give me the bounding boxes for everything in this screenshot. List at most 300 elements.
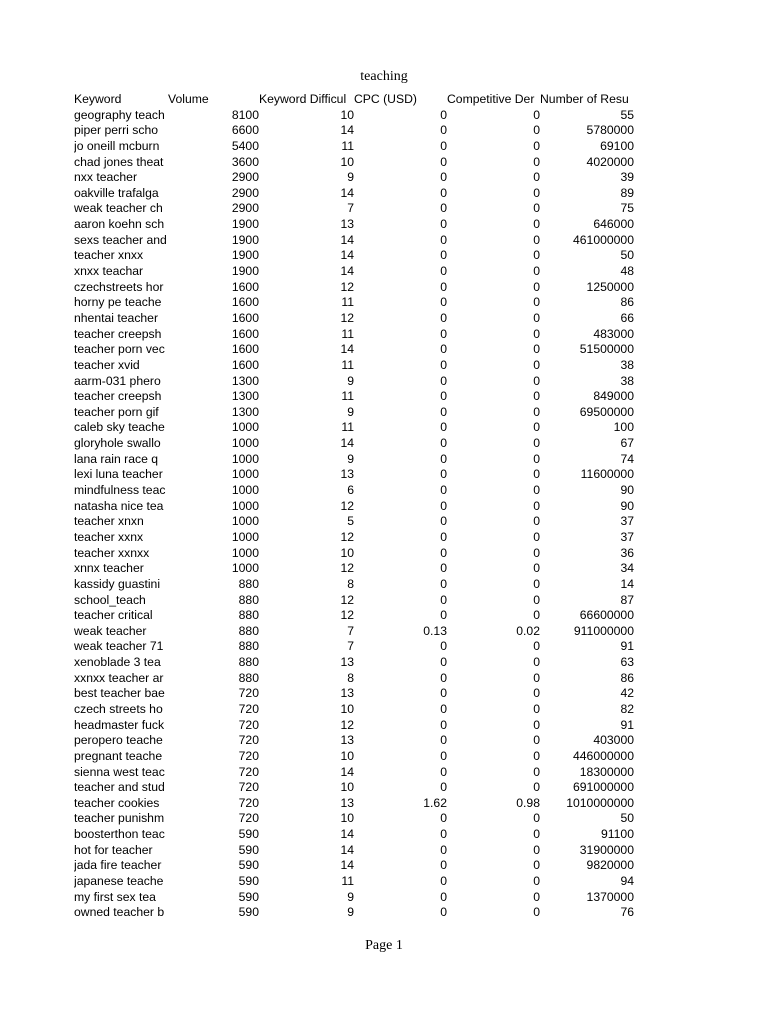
cell-number-of-results: 1010000000 bbox=[566, 795, 634, 810]
table-row bbox=[74, 170, 634, 186]
cell-keyword-difficulty: 13 bbox=[340, 217, 354, 232]
cell-competitive-density: 0 bbox=[533, 373, 540, 388]
cell-keyword: teacher cookies bbox=[74, 795, 160, 810]
cell-competitive-density: 0 bbox=[533, 529, 540, 544]
cell-number-of-results: 86 bbox=[620, 670, 634, 685]
cell-competitive-density: 0 bbox=[533, 389, 540, 404]
cell-cpc: 0 bbox=[440, 295, 447, 310]
table-row bbox=[74, 499, 634, 515]
cell-number-of-results: 69100 bbox=[600, 138, 634, 153]
cell-competitive-density: 0 bbox=[533, 639, 540, 654]
table-row bbox=[74, 874, 634, 890]
cell-competitive-density: 0 bbox=[533, 561, 540, 576]
table-row bbox=[74, 671, 634, 687]
table-row bbox=[74, 311, 634, 327]
table-row bbox=[74, 733, 634, 749]
cell-keyword-difficulty: 8 bbox=[347, 670, 354, 685]
table-row bbox=[74, 436, 634, 452]
cell-keyword-difficulty: 13 bbox=[340, 733, 354, 748]
cell-keyword: aaron koehn sch bbox=[74, 217, 165, 232]
cell-keyword: xnxx teachar bbox=[74, 264, 144, 279]
table-row bbox=[74, 186, 634, 202]
cell-cpc: 0 bbox=[440, 655, 447, 670]
cell-competitive-density: 0 bbox=[533, 342, 540, 357]
cell-keyword: school_teach bbox=[74, 592, 146, 607]
cell-keyword: natasha nice tea bbox=[74, 498, 164, 513]
page-title: teaching bbox=[360, 69, 408, 84]
table-row bbox=[74, 358, 634, 374]
table-row bbox=[74, 827, 634, 843]
cell-keyword-difficulty: 12 bbox=[340, 592, 354, 607]
cell-volume: 880 bbox=[238, 576, 259, 591]
cell-volume: 1000 bbox=[231, 451, 259, 466]
cell-number-of-results: 55 bbox=[620, 107, 634, 122]
cell-cpc: 0 bbox=[440, 467, 447, 482]
cell-keyword: teacher xnxn bbox=[74, 514, 144, 529]
cell-keyword: xnnx teacher bbox=[74, 561, 144, 576]
cell-cpc: 0 bbox=[440, 733, 447, 748]
cell-cpc: 0 bbox=[440, 342, 447, 357]
cell-cpc: 0 bbox=[440, 483, 447, 498]
cell-number-of-results: 90 bbox=[620, 483, 634, 498]
table-row bbox=[74, 420, 634, 436]
cell-keyword: teacher xxnxx bbox=[74, 545, 150, 560]
cell-cpc: 0 bbox=[440, 185, 447, 200]
cell-competitive-density: 0 bbox=[533, 201, 540, 216]
cell-keyword: pregnant teache bbox=[74, 748, 163, 763]
cell-keyword-difficulty: 14 bbox=[340, 842, 354, 857]
cell-volume: 720 bbox=[238, 733, 259, 748]
cell-volume: 590 bbox=[238, 842, 259, 857]
cell-competitive-density: 0 bbox=[533, 701, 540, 716]
cell-keyword: czech streets ho bbox=[74, 701, 163, 716]
cell-volume: 1000 bbox=[231, 483, 259, 498]
cell-number-of-results: 4020000 bbox=[586, 154, 634, 169]
cell-competitive-density: 0 bbox=[533, 264, 540, 279]
cell-keyword-difficulty: 12 bbox=[340, 310, 354, 325]
cell-cpc: 0 bbox=[440, 842, 447, 857]
cell-volume: 720 bbox=[238, 811, 259, 826]
table-row bbox=[74, 374, 634, 390]
cell-keyword-difficulty: 6 bbox=[347, 483, 354, 498]
cell-number-of-results: 646000 bbox=[593, 217, 634, 232]
cell-keyword-difficulty: 12 bbox=[340, 498, 354, 513]
cell-volume: 1600 bbox=[231, 279, 259, 294]
cell-volume: 590 bbox=[238, 874, 259, 889]
cell-cpc: 0 bbox=[440, 498, 447, 513]
cell-competitive-density: 0 bbox=[533, 733, 540, 748]
table-row bbox=[74, 264, 634, 280]
cell-volume: 720 bbox=[238, 686, 259, 701]
cell-keyword-difficulty: 14 bbox=[340, 436, 354, 451]
cell-competitive-density: 0 bbox=[533, 420, 540, 435]
cell-volume: 1000 bbox=[231, 467, 259, 482]
cell-cpc: 0 bbox=[440, 451, 447, 466]
table-row bbox=[74, 702, 634, 718]
cell-cpc: 0 bbox=[440, 592, 447, 607]
table-row bbox=[74, 327, 634, 343]
cell-number-of-results: 34 bbox=[620, 561, 634, 576]
cell-volume: 880 bbox=[238, 670, 259, 685]
table-row bbox=[74, 108, 634, 124]
cell-keyword-difficulty: 11 bbox=[341, 326, 354, 341]
cell-cpc: 0 bbox=[440, 264, 447, 279]
cell-keyword: sexs teacher and bbox=[74, 232, 167, 247]
cell-number-of-results: 66 bbox=[620, 310, 634, 325]
cell-keyword: weak teacher ch bbox=[74, 201, 163, 216]
cell-cpc: 0 bbox=[440, 232, 447, 247]
cell-competitive-density: 0 bbox=[533, 107, 540, 122]
cell-cpc: 0 bbox=[440, 670, 447, 685]
cell-keyword-difficulty: 9 bbox=[347, 170, 354, 185]
cell-volume: 720 bbox=[238, 717, 259, 732]
cell-volume: 720 bbox=[238, 701, 259, 716]
cell-cpc: 0 bbox=[440, 905, 447, 920]
cell-cpc: 0 bbox=[440, 170, 447, 185]
cell-volume: 590 bbox=[238, 827, 259, 842]
cell-competitive-density: 0 bbox=[533, 780, 540, 795]
cell-keyword-difficulty: 10 bbox=[340, 545, 354, 560]
cell-volume: 720 bbox=[238, 795, 259, 810]
table-row bbox=[74, 342, 634, 358]
cell-competitive-density: 0 bbox=[533, 279, 540, 294]
cell-volume: 1300 bbox=[231, 389, 259, 404]
cell-volume: 1900 bbox=[231, 217, 259, 232]
cell-cpc: 0 bbox=[440, 576, 447, 591]
cell-number-of-results: 91100 bbox=[601, 827, 634, 842]
cell-keyword-difficulty: 9 bbox=[347, 373, 354, 388]
table-row bbox=[74, 593, 634, 609]
cell-number-of-results: 31900000 bbox=[579, 842, 634, 857]
table-row bbox=[74, 295, 634, 311]
table-row bbox=[74, 608, 634, 624]
cell-keyword-difficulty: 9 bbox=[347, 451, 354, 466]
cell-number-of-results: 100 bbox=[613, 420, 634, 435]
cell-volume: 1000 bbox=[231, 420, 259, 435]
cell-number-of-results: 446000000 bbox=[572, 748, 634, 763]
cell-number-of-results: 66600000 bbox=[579, 608, 634, 623]
cell-keyword-difficulty: 10 bbox=[340, 780, 354, 795]
cell-number-of-results: 37 bbox=[620, 514, 634, 529]
cell-competitive-density: 0 bbox=[533, 842, 540, 857]
cell-keyword: teacher xvid bbox=[74, 357, 140, 372]
cell-competitive-density: 0 bbox=[533, 123, 540, 138]
cell-keyword: teacher porn vec bbox=[74, 342, 165, 357]
cell-cpc: 0 bbox=[440, 357, 447, 372]
cell-number-of-results: 89 bbox=[620, 185, 634, 200]
cell-competitive-density: 0.02 bbox=[516, 623, 540, 638]
cell-cpc: 0 bbox=[440, 217, 447, 232]
column-header-keyword: Keyword bbox=[74, 92, 122, 106]
cell-cpc: 0 bbox=[440, 858, 447, 873]
cell-volume: 1300 bbox=[231, 373, 259, 388]
table-row bbox=[74, 796, 634, 812]
cell-keyword-difficulty: 14 bbox=[340, 232, 354, 247]
cell-keyword-difficulty: 11 bbox=[341, 420, 354, 435]
cell-number-of-results: 75 bbox=[620, 201, 634, 216]
cell-keyword: nxx teacher bbox=[74, 170, 138, 185]
cell-cpc: 0 bbox=[440, 717, 447, 732]
table-row bbox=[74, 123, 634, 139]
cell-keyword-difficulty: 14 bbox=[340, 248, 354, 263]
table-row bbox=[74, 217, 634, 233]
cell-keyword: boosterthon teac bbox=[74, 827, 165, 842]
table-row bbox=[74, 718, 634, 734]
cell-keyword: oakville trafalga bbox=[74, 185, 159, 200]
cell-volume: 5400 bbox=[231, 138, 259, 153]
cell-number-of-results: 74 bbox=[620, 451, 634, 466]
cell-volume: 880 bbox=[238, 639, 259, 654]
cell-keyword-difficulty: 14 bbox=[340, 185, 354, 200]
cell-number-of-results: 1370000 bbox=[586, 889, 634, 904]
cell-keyword-difficulty: 10 bbox=[340, 701, 354, 716]
cell-keyword-difficulty: 10 bbox=[340, 811, 354, 826]
cell-volume: 880 bbox=[238, 592, 259, 607]
cell-number-of-results: 403000 bbox=[593, 733, 634, 748]
cell-keyword: sienna west teac bbox=[74, 764, 165, 779]
cell-keyword-difficulty: 5 bbox=[347, 514, 354, 529]
cell-volume: 1900 bbox=[231, 264, 259, 279]
cell-keyword: gloryhole swallo bbox=[74, 436, 161, 451]
cell-keyword-difficulty: 12 bbox=[340, 529, 354, 544]
cell-competitive-density: 0 bbox=[533, 483, 540, 498]
cell-cpc: 0 bbox=[440, 748, 447, 763]
cell-keyword: xxnxx teacher ar bbox=[74, 670, 164, 685]
cell-number-of-results: 691000000 bbox=[572, 780, 634, 795]
cell-competitive-density: 0 bbox=[533, 498, 540, 513]
cell-competitive-density: 0 bbox=[533, 310, 540, 325]
cell-keyword-difficulty: 13 bbox=[340, 467, 354, 482]
cell-volume: 1000 bbox=[231, 529, 259, 544]
cell-competitive-density: 0 bbox=[533, 232, 540, 247]
cell-volume: 1000 bbox=[231, 561, 259, 576]
cell-keyword: czechstreets hor bbox=[74, 279, 164, 294]
cell-keyword: geography teach bbox=[74, 107, 165, 122]
cell-volume: 1600 bbox=[231, 310, 259, 325]
cell-volume: 1300 bbox=[231, 404, 259, 419]
cell-competitive-density: 0 bbox=[533, 545, 540, 560]
table-row bbox=[74, 280, 634, 296]
cell-number-of-results: 91 bbox=[620, 717, 634, 732]
cell-keyword: nhentai teacher bbox=[74, 310, 159, 325]
table-row bbox=[74, 546, 634, 562]
cell-keyword: teacher xnxx bbox=[74, 248, 144, 263]
table-row bbox=[74, 843, 634, 859]
cell-number-of-results: 86 bbox=[620, 295, 634, 310]
cell-keyword: jada fire teacher bbox=[74, 858, 162, 873]
cell-keyword-difficulty: 10 bbox=[340, 107, 354, 122]
cell-cpc: 0 bbox=[440, 123, 447, 138]
cell-cpc: 0 bbox=[440, 107, 447, 122]
table-row bbox=[74, 905, 634, 921]
table-row bbox=[74, 248, 634, 264]
cell-competitive-density: 0 bbox=[533, 436, 540, 451]
cell-number-of-results: 38 bbox=[620, 373, 634, 388]
cell-number-of-results: 82 bbox=[620, 701, 634, 716]
cell-cpc: 0 bbox=[440, 154, 447, 169]
cell-keyword: best teacher bae bbox=[74, 686, 165, 701]
cell-keyword: japanese teache bbox=[74, 874, 164, 889]
cell-competitive-density: 0 bbox=[533, 889, 540, 904]
cell-cpc: 0 bbox=[440, 608, 447, 623]
cell-number-of-results: 36 bbox=[620, 545, 634, 560]
table-row bbox=[74, 765, 634, 781]
table-row bbox=[74, 452, 634, 468]
cell-keyword: headmaster fuck bbox=[74, 717, 165, 732]
cell-keyword-difficulty: 13 bbox=[340, 686, 354, 701]
cell-number-of-results: 48 bbox=[620, 264, 634, 279]
column-header-keyword-difficulty: Keyword Difficul bbox=[259, 92, 347, 106]
cell-number-of-results: 51500000 bbox=[579, 342, 634, 357]
cell-keyword: owned teacher b bbox=[74, 905, 165, 920]
cell-keyword-difficulty: 14 bbox=[340, 264, 354, 279]
cell-competitive-density: 0 bbox=[533, 451, 540, 466]
cell-keyword: teacher and stud bbox=[74, 780, 165, 795]
cell-number-of-results: 14 bbox=[620, 576, 634, 591]
cell-cpc: 0 bbox=[440, 279, 447, 294]
cell-competitive-density: 0 bbox=[533, 874, 540, 889]
table-row bbox=[74, 780, 634, 796]
cell-competitive-density: 0 bbox=[533, 905, 540, 920]
keyword-table bbox=[74, 92, 634, 921]
cell-keyword: piper perri scho bbox=[74, 123, 158, 138]
cell-keyword-difficulty: 12 bbox=[340, 279, 354, 294]
cell-competitive-density: 0 bbox=[533, 404, 540, 419]
cell-number-of-results: 50 bbox=[620, 811, 634, 826]
cell-keyword-difficulty: 12 bbox=[340, 608, 354, 623]
table-row bbox=[74, 655, 634, 671]
cell-cpc: 0 bbox=[440, 138, 447, 153]
cell-volume: 590 bbox=[238, 889, 259, 904]
cell-volume: 1600 bbox=[231, 295, 259, 310]
table-row bbox=[74, 811, 634, 827]
cell-keyword-difficulty: 14 bbox=[340, 764, 354, 779]
cell-keyword: my first sex tea bbox=[74, 889, 156, 904]
cell-keyword-difficulty: 9 bbox=[347, 404, 354, 419]
cell-competitive-density: 0 bbox=[533, 592, 540, 607]
cell-number-of-results: 911000000 bbox=[573, 623, 634, 638]
cell-cpc: 0 bbox=[440, 701, 447, 716]
table-row bbox=[74, 624, 634, 640]
cell-number-of-results: 461000000 bbox=[572, 232, 634, 247]
cell-cpc: 0 bbox=[440, 764, 447, 779]
cell-volume: 8100 bbox=[231, 107, 259, 122]
cell-keyword-difficulty: 12 bbox=[340, 561, 354, 576]
cell-competitive-density: 0 bbox=[533, 576, 540, 591]
cell-number-of-results: 38 bbox=[620, 357, 634, 372]
cell-keyword: teacher critical bbox=[74, 608, 153, 623]
cell-volume: 720 bbox=[238, 764, 259, 779]
cell-number-of-results: 37 bbox=[620, 529, 634, 544]
cell-competitive-density: 0 bbox=[533, 670, 540, 685]
cell-cpc: 0 bbox=[440, 811, 447, 826]
cell-keyword-difficulty: 7 bbox=[347, 201, 354, 216]
cell-keyword-difficulty: 11 bbox=[341, 357, 354, 372]
cell-competitive-density: 0 bbox=[533, 467, 540, 482]
cell-keyword: peropero teache bbox=[74, 733, 163, 748]
table-row bbox=[74, 686, 634, 702]
cell-number-of-results: 67 bbox=[620, 436, 634, 451]
cell-number-of-results: 69500000 bbox=[579, 404, 634, 419]
cell-volume: 1600 bbox=[231, 326, 259, 341]
cell-number-of-results: 5780000 bbox=[586, 123, 634, 138]
cell-keyword: teacher porn gif bbox=[74, 404, 159, 419]
cell-cpc: 0 bbox=[440, 248, 447, 263]
cell-cpc: 0 bbox=[440, 780, 447, 795]
table-row bbox=[74, 201, 634, 217]
table-row bbox=[74, 139, 634, 155]
cell-competitive-density: 0 bbox=[533, 717, 540, 732]
table-row bbox=[74, 514, 634, 530]
cell-cpc: 0 bbox=[440, 310, 447, 325]
cell-cpc: 0 bbox=[440, 686, 447, 701]
cell-cpc: 0 bbox=[440, 201, 447, 216]
cell-cpc: 0 bbox=[440, 514, 447, 529]
cell-competitive-density: 0 bbox=[533, 185, 540, 200]
cell-keyword: mindfulness teac bbox=[74, 483, 166, 498]
cell-cpc: 0 bbox=[440, 545, 447, 560]
cell-volume: 2900 bbox=[231, 185, 259, 200]
cell-keyword-difficulty: 11 bbox=[341, 138, 354, 153]
cell-number-of-results: 91 bbox=[620, 639, 634, 654]
cell-cpc: 0 bbox=[440, 529, 447, 544]
cell-keyword: xenoblade 3 tea bbox=[74, 655, 161, 670]
cell-keyword-difficulty: 11 bbox=[341, 389, 354, 404]
table-row bbox=[74, 483, 634, 499]
cell-cpc: 0 bbox=[440, 874, 447, 889]
table-row bbox=[74, 155, 634, 171]
cell-keyword-difficulty: 14 bbox=[340, 858, 354, 873]
cell-number-of-results: 50 bbox=[620, 248, 634, 263]
cell-competitive-density: 0 bbox=[533, 655, 540, 670]
cell-keyword: jo oneill mcburn bbox=[74, 138, 160, 153]
cell-number-of-results: 42 bbox=[620, 686, 634, 701]
cell-keyword: lana rain race q bbox=[74, 451, 159, 466]
table-row bbox=[74, 467, 634, 483]
cell-volume: 3600 bbox=[231, 154, 259, 169]
cell-keyword: caleb sky teache bbox=[74, 420, 165, 435]
cell-cpc: 0 bbox=[440, 639, 447, 654]
cell-keyword: teacher creepsh bbox=[74, 389, 162, 404]
cell-volume: 2900 bbox=[231, 170, 259, 185]
column-header-cpc: CPC (USD) bbox=[354, 92, 417, 106]
cell-keyword: weak teacher bbox=[74, 623, 147, 638]
cell-volume: 1000 bbox=[231, 545, 259, 560]
cell-cpc: 0 bbox=[440, 827, 447, 842]
cell-number-of-results: 63 bbox=[620, 655, 634, 670]
cell-volume: 720 bbox=[238, 780, 259, 795]
cell-volume: 1900 bbox=[231, 232, 259, 247]
cell-keyword-difficulty: 11 bbox=[341, 295, 354, 310]
cell-keyword: chad jones theat bbox=[74, 154, 164, 169]
cell-competitive-density: 0 bbox=[533, 686, 540, 701]
cell-keyword-difficulty: 10 bbox=[340, 748, 354, 763]
cell-number-of-results: 76 bbox=[620, 905, 634, 920]
cell-keyword-difficulty: 7 bbox=[347, 639, 354, 654]
cell-number-of-results: 90 bbox=[620, 498, 634, 513]
cell-keyword-difficulty: 13 bbox=[340, 795, 354, 810]
cell-competitive-density: 0 bbox=[533, 858, 540, 873]
cell-volume: 880 bbox=[238, 623, 259, 638]
cell-keyword: hot for teacher bbox=[74, 842, 153, 857]
page-number: Page 1 bbox=[365, 938, 403, 953]
cell-keyword-difficulty: 14 bbox=[340, 342, 354, 357]
cell-cpc: 0 bbox=[440, 404, 447, 419]
cell-number-of-results: 18300000 bbox=[579, 764, 634, 779]
cell-volume: 880 bbox=[238, 608, 259, 623]
cell-number-of-results: 9820000 bbox=[586, 858, 634, 873]
cell-volume: 1600 bbox=[231, 342, 259, 357]
